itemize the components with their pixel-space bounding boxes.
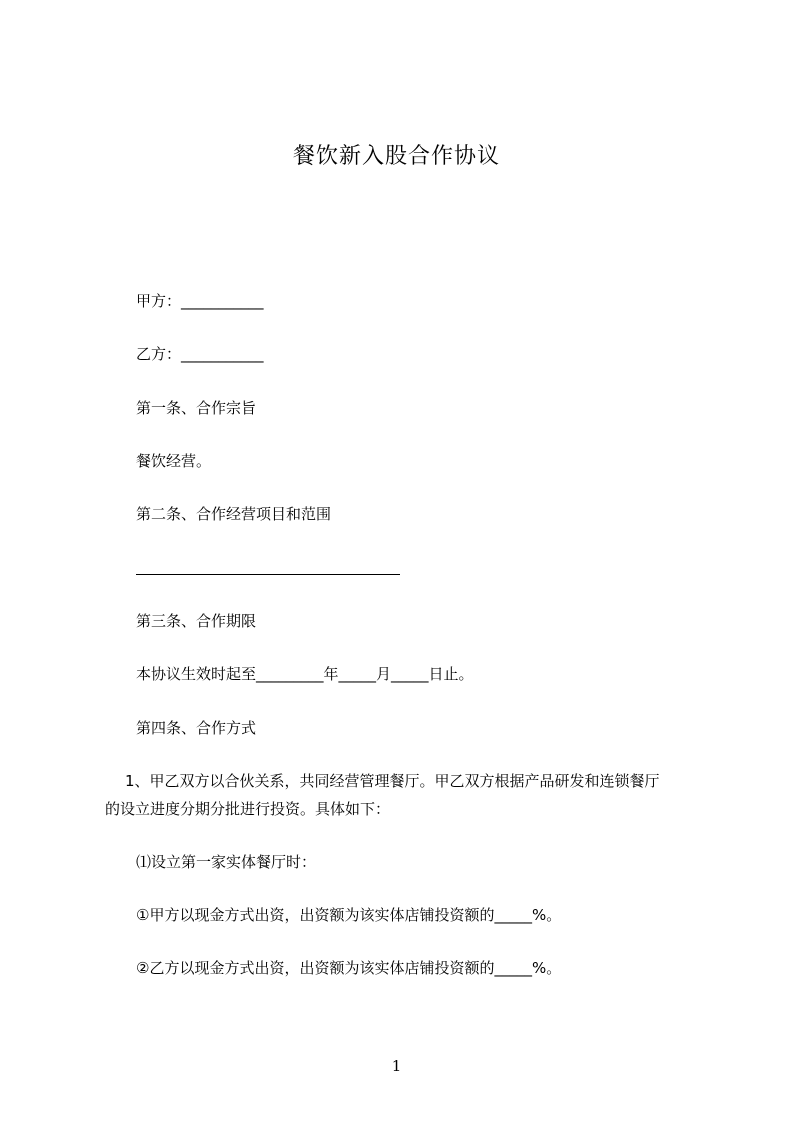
- page-number: 1: [391, 1057, 402, 1075]
- article-1-body: 餐饮经营。: [136, 452, 212, 470]
- article-3-heading: 第三条、合作期限: [136, 612, 257, 630]
- article-1-heading: 第一条、合作宗旨: [136, 399, 257, 417]
- article-3-body: 本协议生效时起至_________年_____月_____日止。: [136, 665, 474, 683]
- clause-1-heading: ⑴设立第一家实体餐厅时：: [136, 853, 317, 871]
- blank-fill-line: [136, 574, 400, 575]
- article-2-heading: 第二条、合作经营项目和范围: [136, 505, 332, 523]
- document-title: 餐饮新入股合作协议: [292, 144, 500, 169]
- party-a-line: 甲方：___________: [136, 292, 264, 310]
- party-b-line: 乙方：___________: [136, 345, 264, 363]
- article-4-heading: 第四条、合作方式: [136, 719, 257, 737]
- article-4-paragraph-line-2: 的设立进度分期分批进行投资。具体如下：: [105, 800, 391, 818]
- clause-1-item-a: ①甲方以现金方式出资，出资额为该实体店铺投资额的_____%。: [136, 906, 562, 924]
- article-4-paragraph-line-1: 1、甲乙双方以合伙关系，共同经营管理餐厅。甲乙双方根据产品研发和连锁餐厅: [125, 772, 660, 790]
- clause-1-item-b: ②乙方以现金方式出资，出资额为该实体店铺投资额的_____%。: [136, 959, 562, 977]
